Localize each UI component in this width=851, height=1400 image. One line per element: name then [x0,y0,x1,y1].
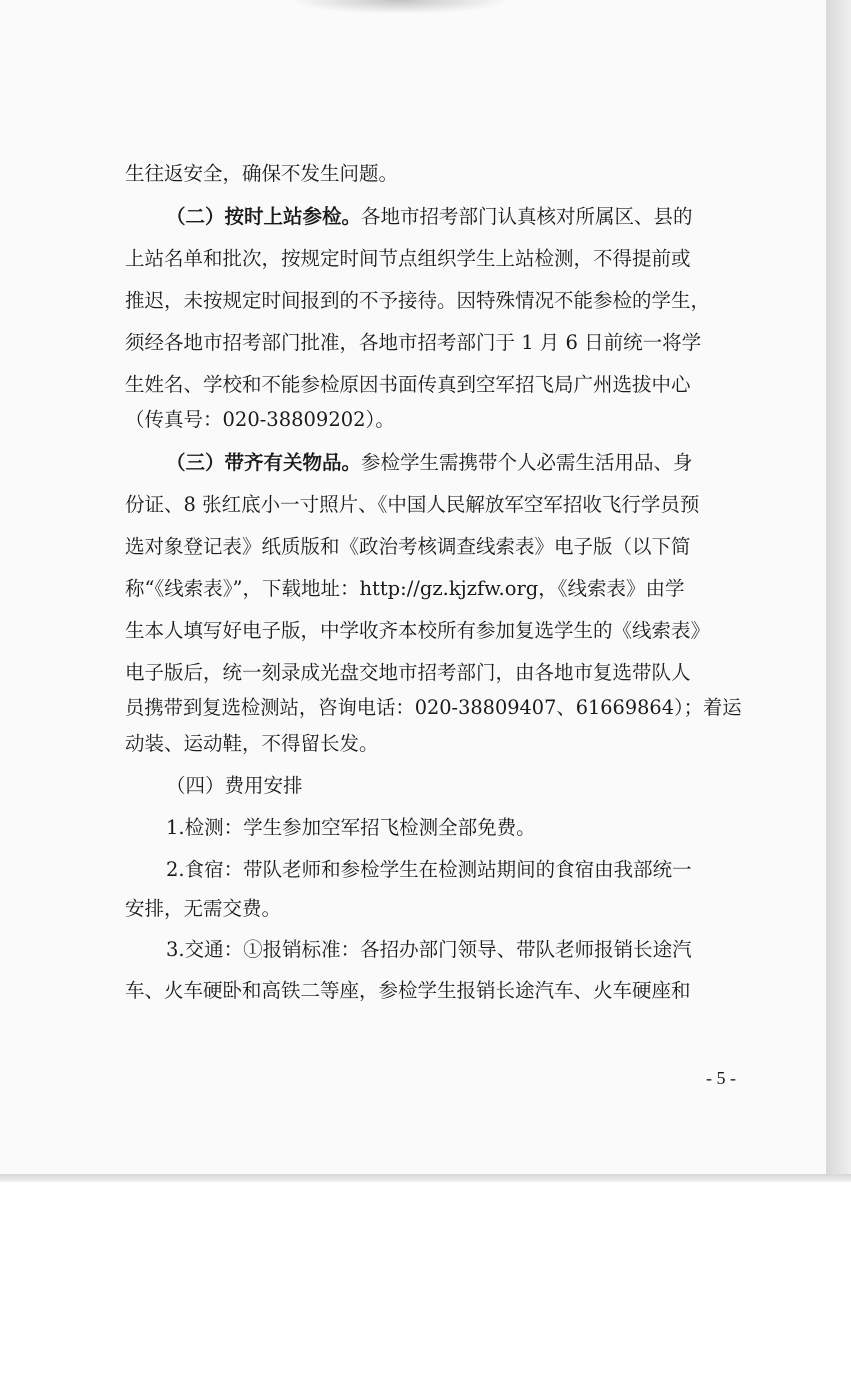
scan-shadow [290,0,510,14]
text-line: 生往返安全，确保不发生问题。 [125,162,399,185]
text-span: 各地市招考部门认真核对所属区、县的 [361,205,693,228]
section-two-line [166,204,693,230]
text-line: 称“《线索表》”，下载地址：http://gz.kjzfw.org，《线索表》由学 [125,577,685,600]
scanner-edge [826,0,851,1182]
section-three-heading: （三）带齐有关物品。 [166,451,362,474]
text-line: 安排，无需交费。 [125,897,282,920]
text-line: 1.检测：学生参加空军招飞检测全部免费。 [166,816,536,839]
text-line: 动装、运动鞋，不得留长发。 [125,732,379,755]
text-line: 须经各地市招考部门批准，各地市招考部门于 1 月 6 日前统一将学 [125,331,702,354]
paper-bottom-shadow [0,1174,851,1182]
text-line: 3.交通：①报销标准：各招办部门领导、带队老师报销长途汽 [166,938,692,961]
text-span: 参检学生需携带个人必需生活用品、身 [361,451,693,474]
text-line: 员携带到复选检测站，咨询电话：020-38809407、61669864）；着运 [125,696,742,719]
section-three-line [166,450,693,476]
section-two-heading: （二）按时上站参检。 [166,205,362,228]
text-line: 选对象登记表》纸质版和《政治考核调查线索表》电子版（以下简 [125,535,691,558]
text-line: （传真号：020-38809202）。 [125,408,395,431]
section-four-heading: （四）费用安排 [166,774,303,797]
text-line: 生本人填写好电子版，中学收齐本校所有参加复选学生的《线索表》 [125,619,711,642]
text-line: 车、火车硬卧和高铁二等座，参检学生报销长途汽车、火车硬座和 [125,979,691,1002]
text-line: 生姓名、学校和不能参检原因书面传真到空军招飞局广州选拔中心 [125,373,691,396]
text-line: 份证、8 张红底小一寸照片、《中国人民解放军空军招收飞行学员预 [125,493,700,516]
text-line: 2.食宿：带队老师和参检学生在检测站期间的食宿由我部统一 [166,858,692,881]
text-line: 推迟，未按规定时间报到的不予接待。因特殊情况不能参检的学生， [125,289,711,312]
text-line: 上站名单和批次，按规定时间节点组织学生上站检测，不得提前或 [125,247,691,270]
page-number: - 5 - [706,1068,736,1088]
text-line: 电子版后，统一刻录成光盘交地市招考部门，由各地市复选带队人 [125,661,691,684]
